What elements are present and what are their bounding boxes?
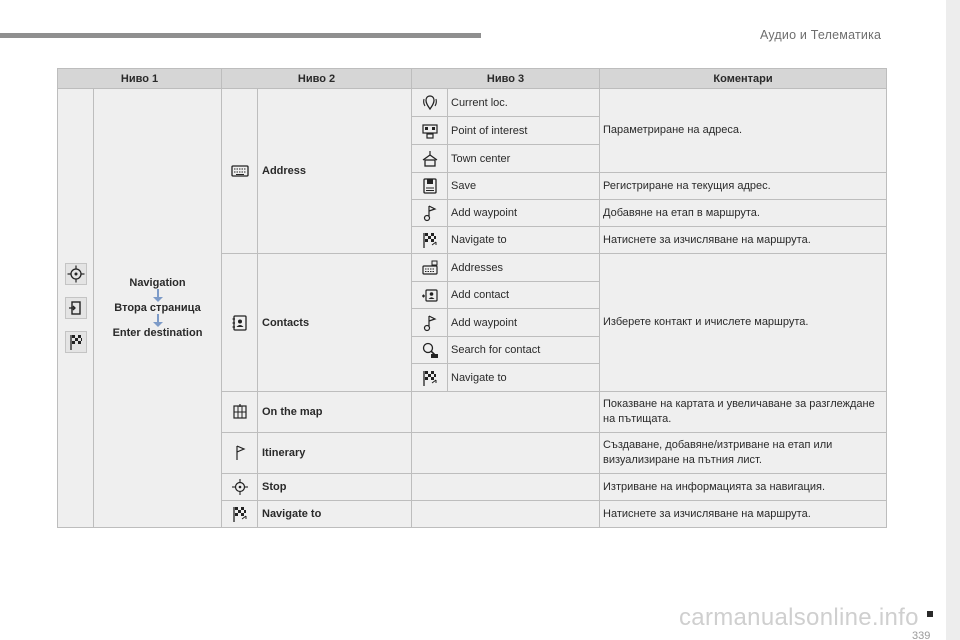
poi-icon: [420, 121, 440, 141]
navigation-target-icon: [230, 477, 250, 497]
level3-icon-cell: [412, 173, 448, 200]
level3-icon-cell: [412, 117, 448, 145]
level2-address: Address: [258, 89, 412, 254]
level3-icon-cell: [412, 227, 448, 254]
flow-step-navigation: Navigation: [129, 277, 186, 289]
comment-navigate-to: Натиснете за изчисляване на маршрута.: [600, 501, 887, 528]
level2-navigate-to: Navigate to: [258, 501, 412, 528]
level3-empty: [412, 392, 600, 433]
watermark: carmanualsonline.info: [679, 604, 919, 631]
level3-empty: [412, 433, 600, 474]
page-header-title: Аудио и Телематика: [760, 28, 882, 42]
level3-add-waypoint: Add waypoint: [448, 309, 600, 337]
level3-icon-cell: [412, 200, 448, 227]
level3-current-loc: Current loc.: [448, 89, 600, 117]
table-row: [58, 89, 887, 117]
level1-flow-cell: [94, 89, 222, 528]
enter-arrow-icon: [65, 297, 87, 319]
level2-itinerary: Itinerary: [258, 433, 412, 474]
column-header-level2: Ниво 2: [222, 69, 412, 89]
comment-stop: Изтриване на информацията за навигация.: [600, 474, 887, 501]
comment-address-settings: Параметриране на адреса.: [600, 89, 887, 173]
level3-add-waypoint: Add waypoint: [448, 200, 600, 227]
town-icon: [420, 149, 440, 169]
navigation-menu-table: [57, 68, 887, 528]
page-marker: [927, 611, 933, 617]
level2-icon-cell: [222, 89, 258, 254]
save-icon: [420, 176, 440, 196]
page-number: 339: [912, 630, 931, 640]
top-rule: [0, 33, 481, 38]
checkered-flag-icon: [230, 504, 250, 524]
level1-icons-cell: [58, 89, 94, 528]
waypoint-icon: [420, 203, 440, 223]
level2-contacts: Contacts: [258, 254, 412, 392]
level2-icon-cell: [222, 501, 258, 528]
checkered-flag-icon: [65, 331, 87, 353]
flow-down-arrow: [153, 314, 163, 327]
checkered-flag-icon: [420, 230, 440, 250]
flow-down-arrow: [153, 289, 163, 302]
comment-navigate-to: Натиснете за изчисляване на маршрута.: [600, 227, 887, 254]
level3-add-contact: Add contact: [448, 282, 600, 309]
level2-icon-cell: [222, 433, 258, 474]
level3-navigate-to: Navigate to: [448, 227, 600, 254]
keyboard-icon: [230, 161, 250, 181]
level3-icon-cell: [412, 337, 448, 364]
level2-icon-cell: [222, 474, 258, 501]
add-contact-icon: [420, 285, 440, 305]
level3-navigate-to: Navigate to: [448, 364, 600, 392]
flow-step-second-page: Втора страница: [114, 302, 201, 314]
level2-on-the-map: On the map: [258, 392, 412, 433]
level3-icon-cell: [412, 254, 448, 282]
waypoint-icon: [420, 313, 440, 333]
search-contact-icon: [420, 340, 440, 360]
flow-step-enter-destination: Enter destination: [112, 327, 203, 339]
flag-icon: [230, 443, 250, 463]
comment-itinerary: Създаване, добавяне/изтриване на етап или визуализиране на пътния лист.: [600, 433, 887, 474]
contacts-icon: [230, 313, 250, 333]
level3-empty: [412, 474, 600, 501]
level3-icon-cell: [412, 309, 448, 337]
page-edge-strip: [946, 0, 960, 640]
comment-save: Регистриране на текущия адрес.: [600, 173, 887, 200]
level2-stop: Stop: [258, 474, 412, 501]
column-header-comments: Коментари: [600, 69, 887, 89]
level3-icon-cell: [412, 89, 448, 117]
level3-icon-cell: [412, 282, 448, 309]
level3-empty: [412, 501, 600, 528]
level3-point-of-interest: Point of interest: [448, 117, 600, 145]
location-pin-icon: [420, 93, 440, 113]
level3-addresses: Addresses: [448, 254, 600, 282]
comment-add-waypoint: Добавяне на етап в маршрута.: [600, 200, 887, 227]
checkered-flag-icon: [420, 368, 440, 388]
level2-icon-cell: [222, 254, 258, 392]
comment-on-the-map: Показване на картата и увеличаване за разглеждане на пътищата.: [600, 392, 887, 433]
navigation-target-icon: [65, 263, 87, 285]
comment-select-contact: Изберете контакт и ичислете маршрута.: [600, 254, 887, 392]
column-header-level3: Ниво 3: [412, 69, 600, 89]
level3-icon-cell: [412, 145, 448, 173]
column-header-level1: Ниво 1: [58, 69, 222, 89]
level3-save: Save: [448, 173, 600, 200]
level3-search-for-contact: Search for contact: [448, 337, 600, 364]
level3-town-center: Town center: [448, 145, 600, 173]
level3-icon-cell: [412, 364, 448, 392]
addresses-icon: [420, 258, 440, 278]
table-header-row: [58, 69, 887, 89]
map-icon: [230, 402, 250, 422]
level2-icon-cell: [222, 392, 258, 433]
